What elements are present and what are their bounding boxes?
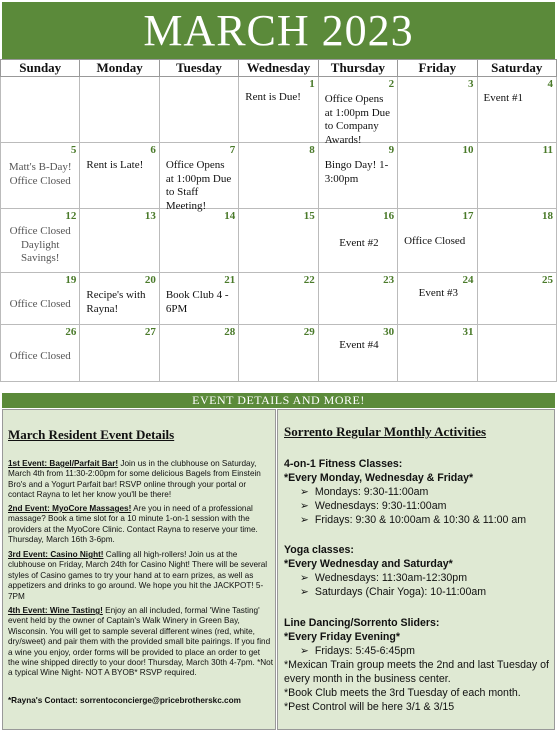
section-title: EVENT DETAILS AND MORE!: [2, 393, 555, 408]
left-heading: March Resident Event Details: [8, 427, 175, 442]
day-cell: [1, 325, 80, 382]
yoga-item: ➢ Wednesdays: 11:30am-12:30pm: [284, 571, 554, 585]
event-4-text: 4th Event: Wine Tasting! Enjoy an all included, formal 'Wine Tasting' event held by the owner of Captain's Walk Winery in Green Bay, Wisconsin. You will get to sample several different wines (red, white, dry/sweet) and pair them with the provided small bite pairings. If you find a wine you enjoy, order forms will be provided to place an order to get the wine shipped directly to your door! Thursday, March 30th 4-7pm. *Not a typical Wine Night- NOT A BYOB* RSVP required.: [8, 606, 274, 678]
day-cell: [318, 209, 397, 273]
day-event: Event #2: [339, 237, 379, 249]
day-cell: [477, 325, 556, 382]
day-cell: [1, 273, 80, 325]
day-cell: [1, 209, 80, 273]
day-cell: [398, 325, 477, 382]
day-event: Office Closed Daylight Savings!: [9, 225, 71, 264]
day-cell: [80, 325, 159, 382]
activity-note: *Pest Control will be here 3/1 & 3/15: [284, 701, 455, 713]
day-cell: [318, 325, 397, 382]
day-cell: [477, 273, 556, 325]
day-cell: [159, 209, 238, 273]
day-cell: [1, 143, 80, 209]
day-event: Event #4: [339, 339, 379, 351]
day-event: Recipe's with Rayna!: [86, 289, 146, 315]
day-cell: [398, 143, 477, 209]
weekday-header: Thursday: [318, 60, 397, 77]
weekday-header: Sunday: [1, 60, 80, 77]
day-number: 4: [547, 78, 553, 90]
day-number: 30: [383, 326, 395, 338]
day-number: 7: [229, 144, 236, 156]
day-cell: [239, 273, 318, 325]
day-event: Matt's B-Day! Office Closed: [8, 161, 72, 187]
day-number: 12: [65, 210, 77, 222]
fitness-days: *Every Monday, Wednesday & Friday*: [284, 472, 474, 484]
day-number: 26: [65, 326, 77, 338]
day-cell: [239, 143, 318, 209]
day-event: Rent is Late!: [86, 159, 144, 171]
day-number: 18: [542, 210, 553, 222]
contact-info: *Rayna's Contact: sorrentoconcierge@pricebrotherskc.com: [8, 696, 241, 705]
day-cell: [318, 77, 397, 146]
weekday-header: Wednesday: [239, 60, 318, 77]
day-number: 13: [144, 210, 156, 222]
day-cell: [80, 143, 159, 209]
dance-item: ➢ Fridays: 5:45-6:45pm: [284, 644, 554, 658]
day-number: 5: [70, 144, 77, 156]
day-event: Office Closed: [404, 235, 466, 247]
day-event: Office Opens at 1:00pm Due to Staff Meeting!: [165, 159, 232, 212]
day-cell: [239, 209, 318, 273]
day-event: Rent is Due!: [245, 91, 301, 103]
day-cell: [159, 273, 238, 325]
day-cell: [398, 273, 477, 325]
day-number: 25: [542, 274, 553, 286]
day-number: 3: [468, 78, 474, 90]
fitness-item: ➢ Mondays: 9:30-11:00am: [284, 485, 554, 499]
event-3-label: 3rd Event: Casino Night!: [8, 550, 104, 559]
yoga-title: Yoga classes:: [284, 544, 354, 556]
activity-note: *Book Club meets the 3rd Tuesday of each month.: [284, 687, 521, 699]
day-cell: [477, 143, 556, 209]
day-cell: [159, 143, 238, 212]
event-details-panel: [2, 409, 276, 730]
day-event: Event #1: [483, 92, 523, 104]
day-event: Book Club 4 - 6PM: [165, 289, 229, 315]
day-cell: [239, 325, 318, 382]
day-cell: [477, 209, 556, 273]
day-number: 8: [309, 144, 315, 156]
fitness-title: 4-on-1 Fitness Classes:: [284, 458, 403, 470]
day-number: 21: [224, 274, 236, 286]
right-heading: Sorrento Regular Monthly Activities: [284, 424, 487, 439]
calendar-grid: [0, 59, 557, 382]
day-event: Bingo Day! 1-3:00pm: [324, 159, 389, 185]
day-cell: [80, 77, 159, 143]
weekday-header: Saturday: [477, 60, 556, 77]
event-2-label: 2nd Event: MyoCore Massages!: [8, 504, 132, 513]
day-number: 16: [383, 210, 395, 222]
day-number: 1: [309, 78, 315, 90]
event-3-text: 3rd Event: Casino Night! Calling all high-rollers! Join us at the clubhouse on Friday, March 24th for Casino Night! There will be several styles of Casino games to try your hand at to earn prizes, as well as appetizers and drinks to go around. We hope you hit the JACKPOT! 5-7PM: [8, 550, 268, 601]
day-number: 10: [462, 144, 474, 156]
day-cell: [159, 77, 238, 143]
event-4-label: 4th Event: Wine Tasting!: [8, 606, 103, 615]
day-number: 6: [150, 144, 156, 156]
weekday-header: Monday: [80, 60, 159, 77]
day-cell: [80, 209, 159, 273]
day-number: 27: [144, 326, 156, 338]
yoga-item: ➢ Saturdays (Chair Yoga): 10-11:00am: [284, 585, 554, 599]
day-number: 19: [65, 274, 77, 286]
day-event: Office Closed: [9, 350, 71, 362]
fitness-item: ➢ Fridays: 9:30 & 10:00am & 10:30 & 11:00 am: [284, 513, 554, 527]
day-cell: [318, 273, 397, 325]
day-number: 17: [462, 210, 474, 222]
day-number: 9: [388, 144, 395, 156]
day-cell: [239, 77, 318, 143]
activity-note: *Mexican Train group meets the 2nd and last Tuesday of every month in the business center.: [284, 659, 549, 685]
event-1-text: 1st Event: Bagel/Parfait Bar! Join us in the clubhouse on Saturday, March 4th from 11:30-2:00pm for some delicious Bagels from Einstein Bro's and a Yogurt Parfait bar! RSVP online through your portal or contact Rayna to let her know you'll be there!: [8, 459, 261, 500]
weekday-header: Tuesday: [159, 60, 238, 77]
month-title: MARCH 2023: [2, 2, 555, 59]
event-1-label: 1st Event: Bagel/Parfait Bar!: [8, 459, 119, 468]
day-number: 11: [542, 144, 553, 156]
dance-days: *Every Friday Evening*: [284, 631, 400, 643]
day-cell: [318, 143, 397, 209]
day-cell: [80, 273, 159, 325]
dance-title: Line Dancing/Sorrento Sliders:: [284, 617, 440, 629]
day-event: Office Opens at 1:00pm Due to Company Awards!: [324, 93, 391, 146]
fitness-block: [284, 457, 554, 527]
day-number: 28: [224, 326, 236, 338]
yoga-block: [284, 543, 554, 599]
day-number: 24: [462, 274, 474, 286]
day-number: 15: [303, 210, 315, 222]
weekday-header: Friday: [398, 60, 477, 77]
day-number: 29: [303, 326, 315, 338]
day-number: 2: [388, 78, 395, 90]
day-event: Office Closed: [9, 298, 71, 310]
day-number: 23: [383, 274, 395, 286]
event-2-text: 2nd Event: MyoCore Massages! Are you in need of a professional massage? Book a time slot for a 10 minute 1-on-1 session with the providers at the MyoCore Clinic. Contact Rayna to reserve your time. Thursday, March 16th 3-6pm.: [8, 504, 258, 545]
day-event: Event #3: [418, 287, 459, 299]
fitness-item: ➢ Wednesdays: 9:30-11:00am: [284, 499, 554, 513]
day-number: 20: [144, 274, 156, 286]
monthly-activities-panel: [277, 409, 555, 730]
day-cell: [398, 209, 477, 273]
day-cell: [477, 77, 556, 143]
day-cell: [159, 325, 238, 382]
day-cell: [1, 77, 80, 143]
day-number: 14: [224, 210, 236, 222]
dance-block: [284, 616, 554, 714]
day-number: 22: [303, 274, 315, 286]
day-number: 31: [462, 326, 474, 338]
day-cell: [398, 77, 477, 143]
yoga-days: *Every Wednesday and Saturday*: [284, 558, 453, 570]
